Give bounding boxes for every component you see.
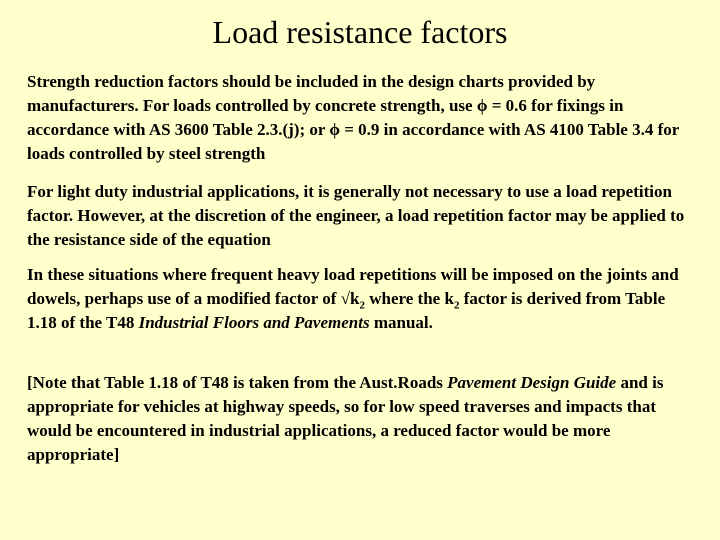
p2-text: For light duty industrial applications, it is generally not necessary to use a load repetition factor. However, at the discretion of the engineer, a load repetition factor may be applied to the resistance side of the equation <box>27 182 685 249</box>
phi-symbol: ϕ <box>476 96 488 115</box>
paragraph-light-duty <box>27 180 695 252</box>
p1-text-b: = 0.6 for fixings in accordance with AS 3600 Table 2.3.(j); or <box>27 96 624 139</box>
phi-symbol: ϕ <box>329 120 340 139</box>
p4-text-b: and is appropriate for vehicles at highway speeds, so for low speed traverses and impacts that would be encountered in industrial applications, a reduced factor would be more appropriate] <box>27 373 664 464</box>
slide-title: Load resistance factors <box>212 14 508 50</box>
subscript-2: 2 <box>359 299 365 312</box>
p3-italic-title: Industrial Floors and Pavements <box>138 313 370 332</box>
p3-text-b: where the k <box>365 289 454 308</box>
paragraph-strength-reduction <box>27 70 695 166</box>
p3-text-c: factor is derived from Table 1.18 of the T48 <box>27 289 666 332</box>
p3-text-d: manual. <box>369 313 433 332</box>
p4-text-a: [Note that Table 1.18 of T48 is taken from the Aust.Roads <box>27 373 448 392</box>
paragraph-note <box>27 371 695 467</box>
subscript-2: 2 <box>453 299 460 312</box>
p4-italic-title: Pavement Design Guide <box>447 373 617 392</box>
p3-text-a: In these situations where frequent heavy load repetitions will be imposed on the joints and dowels, perhaps use of a modified factor of √k <box>27 265 679 308</box>
paragraph-heavy-load <box>27 263 695 335</box>
p1-text-a: Strength reduction factors should be included in the design charts provided by manufacturers. For loads controlled by concrete strength, use <box>27 72 596 115</box>
p1-text-c: = 0.9 in accordance with AS 4100 Table 3.4 for loads controlled by steel strength <box>27 120 679 163</box>
